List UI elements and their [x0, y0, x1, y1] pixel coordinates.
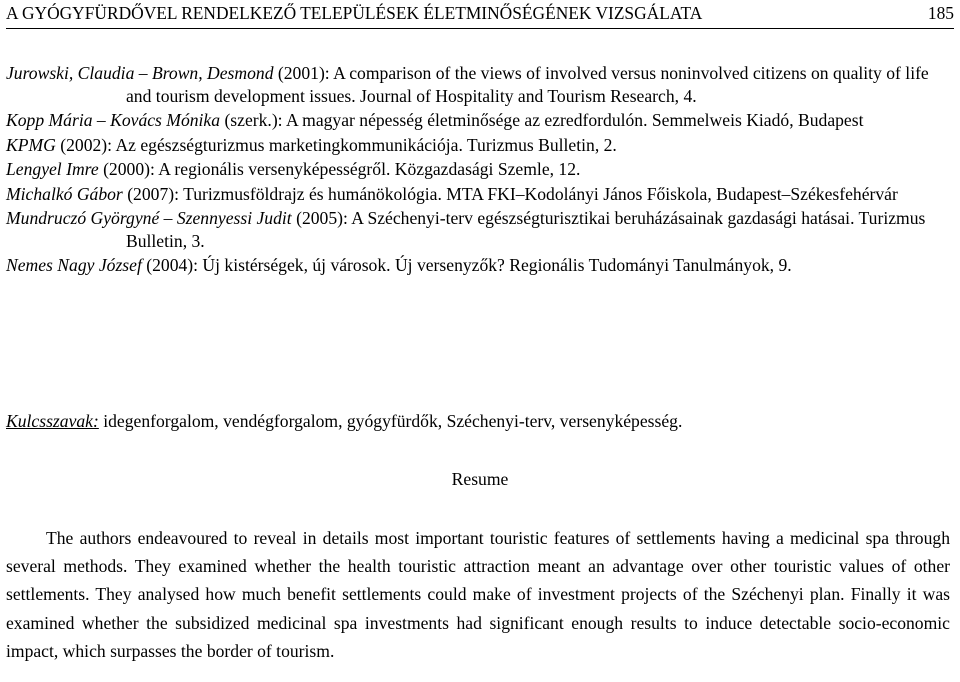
reference-authors: Jurowski, Claudia – Brown, Desmond — [6, 63, 274, 83]
reference-text: (2005): A Széchenyi-terv egészségturisztikai beruházásainak gazdasági hatásai. Turizmus Bulletin, 3. — [126, 208, 926, 251]
reference-list — [6, 62, 954, 279]
reference-authors: Kopp Mária – Kovács Mónika — [6, 110, 221, 131]
reference-authors: KPMG — [6, 134, 56, 155]
keywords-label: Kulcsszavak: — [6, 411, 99, 431]
reference-item — [6, 207, 954, 253]
keywords-text: idegenforgalom, vendégforgalom, gyógyfürdők, Széchenyi-terv, versenyképesség. — [98, 411, 683, 431]
page-number: 185 — [927, 3, 954, 23]
running-header — [6, 2, 954, 29]
reference-item — [6, 254, 954, 277]
resume-body: The authors endeavoured to reveal in details most important touristic features of settlements having a medicinal spa through several methods. They examined whether the health touristic attraction meant an advantage over other touristic values of other settlements. They analysed how much benefit settlements could make of investment projects of the Széchenyi plan. Finally it was examined whether the subsidized medicinal spa investments had significant enough results to induce detectable socio-economic impact, which surpasses the border of tourism. — [6, 528, 950, 661]
reference-authors: Mundruczó Györgyné – Szennyessi Judit — [6, 208, 292, 229]
reference-text: (szerk.): A magyar népesség életminősége az ezredfordulón. Semmelweis Kiadó, Budapest — [220, 110, 864, 131]
reference-text: (2002): Az egészségturizmus marketingkommunikációja. Turizmus Bulletin, 2. — [55, 134, 617, 155]
reference-authors: Michalkó Gábor — [6, 183, 123, 204]
resume-title: Resume — [451, 469, 509, 489]
reference-item — [6, 158, 954, 181]
reference-authors: Nemes Nagy József — [6, 255, 142, 276]
reference-item — [6, 183, 954, 206]
reference-text: (2000): A regionális versenyképességről. Közgazdasági Szemle, 12. — [98, 159, 581, 180]
reference-text: (2004): Új kistérségek, új városok. Új versenyzők? Regionális Tudományi Tanulmányok, 9. — [141, 255, 792, 276]
reference-item — [6, 109, 954, 132]
keywords-line — [6, 410, 954, 433]
reference-text: (2001): A comparison of the views of involved versus noninvolved citizens on quality of life and tourism development issues. Journal of Hospitality and Tourism Research, 4. — [126, 63, 929, 106]
reference-authors: Lengyel Imre — [6, 159, 99, 180]
reference-text: (2007): Turizmusföldrajz és humánökológia. MTA FKI–Kodolányi János Főiskola, Budapest–Székesfehérvár — [122, 183, 898, 204]
reference-item — [6, 134, 954, 157]
header-title: A GYÓGYFÜRDŐVEL RENDELKEZŐ TELEPÜLÉSEK ÉLETMINŐSÉGÉNEK VIZSGÁLATA — [6, 3, 703, 23]
reference-item — [6, 62, 954, 108]
